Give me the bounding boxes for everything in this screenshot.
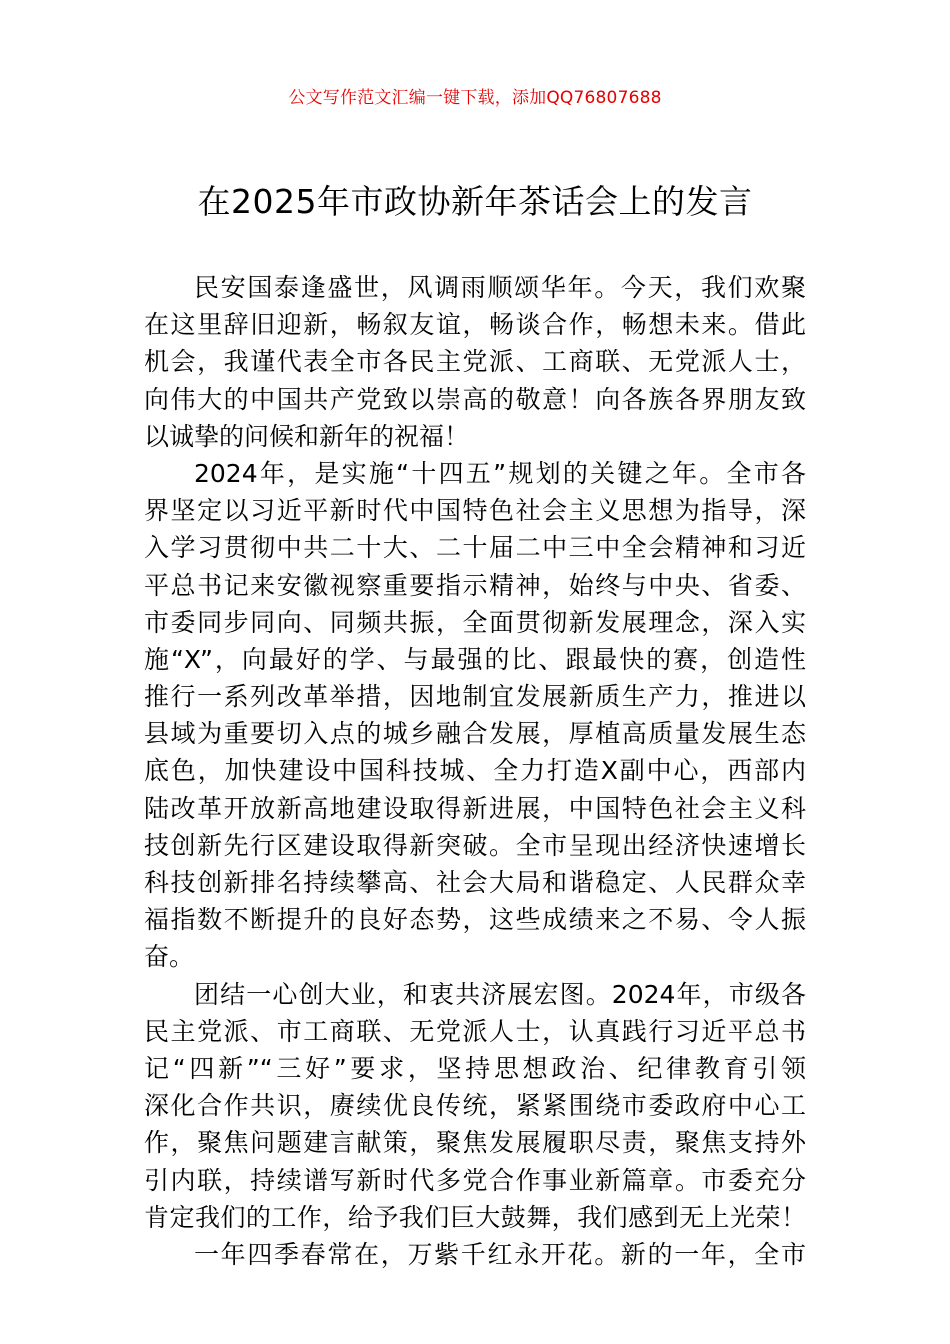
- paragraph-line: 作，聚焦问题建言献策，聚焦发展履职尽责，聚焦支持外: [144, 1128, 806, 1158]
- paragraph-line: 入学习贯彻中共二十大、二十届二中三中全会精神和习近: [144, 533, 806, 563]
- document-title: 在2025年市政协新年茶话会上的发言: [197, 182, 753, 221]
- paragraph-line: 团结一心创大业，和衷共济展宏图。2024年，市级各: [194, 979, 806, 1009]
- paragraph-4: [144, 1236, 806, 1273]
- paragraph-line: 施“X”，向最好的学、与最强的比、跟最快的赛，创造性: [144, 644, 806, 674]
- paragraph-line: 民安国泰逢盛世，风调雨顺颂华年。今天，我们欢聚: [194, 273, 806, 302]
- paragraph-line: 技创新先行区建设取得新突破。全市呈现出经济快速增长: [144, 830, 806, 860]
- paragraph-3: [144, 976, 806, 1236]
- paragraph-line: 在这里辞旧迎新，畅叙友谊，畅谈合作，畅想未来。借此: [144, 310, 806, 340]
- paragraph-line: 一年四季春常在，万紫千红永开花。新的一年，全市: [194, 1239, 806, 1269]
- paragraph-line: 平总书记来安徽视察重要指示精神，始终与中央、省委、: [144, 570, 806, 600]
- paragraph-line: 机会，我谨代表全市各民主党派、工商联、无党派人士，: [144, 347, 806, 377]
- paragraph-2: [144, 455, 806, 976]
- paragraph-line: 县域为重要切入点的城乡融合发展，厚植高质量发展生态: [144, 719, 806, 749]
- paragraph-line: 民主党派、市工商联、无党派人士，认真践行习近平总书: [144, 1016, 806, 1046]
- paragraph-line: 界坚定以习近平新时代中国特色社会主义思想为指导，深: [144, 496, 806, 526]
- paragraph-line: 奋。: [144, 942, 195, 972]
- paragraph-line: 引内联，持续谱写新时代多党合作事业新篇章。市委充分: [144, 1165, 806, 1195]
- download-promo-note: 公文写作范文汇编一键下载，添加QQ76807688: [288, 88, 662, 108]
- paragraph-line: 向伟大的中国共产党致以崇高的敬意！向各族各界朋友致: [144, 384, 806, 414]
- paragraph-line: 底色，加快建设中国科技城、全力打造X副中心，西部内: [144, 756, 806, 786]
- paragraph-line: 记“四新”“三好”要求，坚持思想政治、纪律教育引领: [144, 1053, 806, 1083]
- paragraph-line: 推行一系列改革举措，因地制宜发展新质生产力，推进以: [144, 682, 806, 712]
- paragraph-line: 深化合作共识，赓续优良传统，紧紧围绕市委政府中心工: [144, 1091, 806, 1121]
- document-body: [144, 269, 806, 1273]
- paragraph-line: 2024年，是实施“十四五”规划的关键之年。全市各: [194, 458, 806, 488]
- paragraph-line: 市委同步同向、同频共振，全面贯彻新发展理念，深入实: [144, 607, 806, 637]
- paragraph-line: 福指数不断提升的良好态势，这些成绩来之不易、令人振: [144, 905, 806, 935]
- paragraph-line: 陆改革开放新高地建设取得新进展，中国特色社会主义科: [144, 793, 806, 823]
- paragraph-line: 肯定我们的工作，给予我们巨大鼓舞，我们感到无上光荣！: [144, 1202, 806, 1232]
- paragraph-line: 科技创新排名持续攀高、社会大局和谐稳定、人民群众幸: [144, 868, 806, 897]
- paragraph-1: [144, 269, 806, 455]
- paragraph-line: 以诚挚的问候和新年的祝福！: [144, 421, 470, 451]
